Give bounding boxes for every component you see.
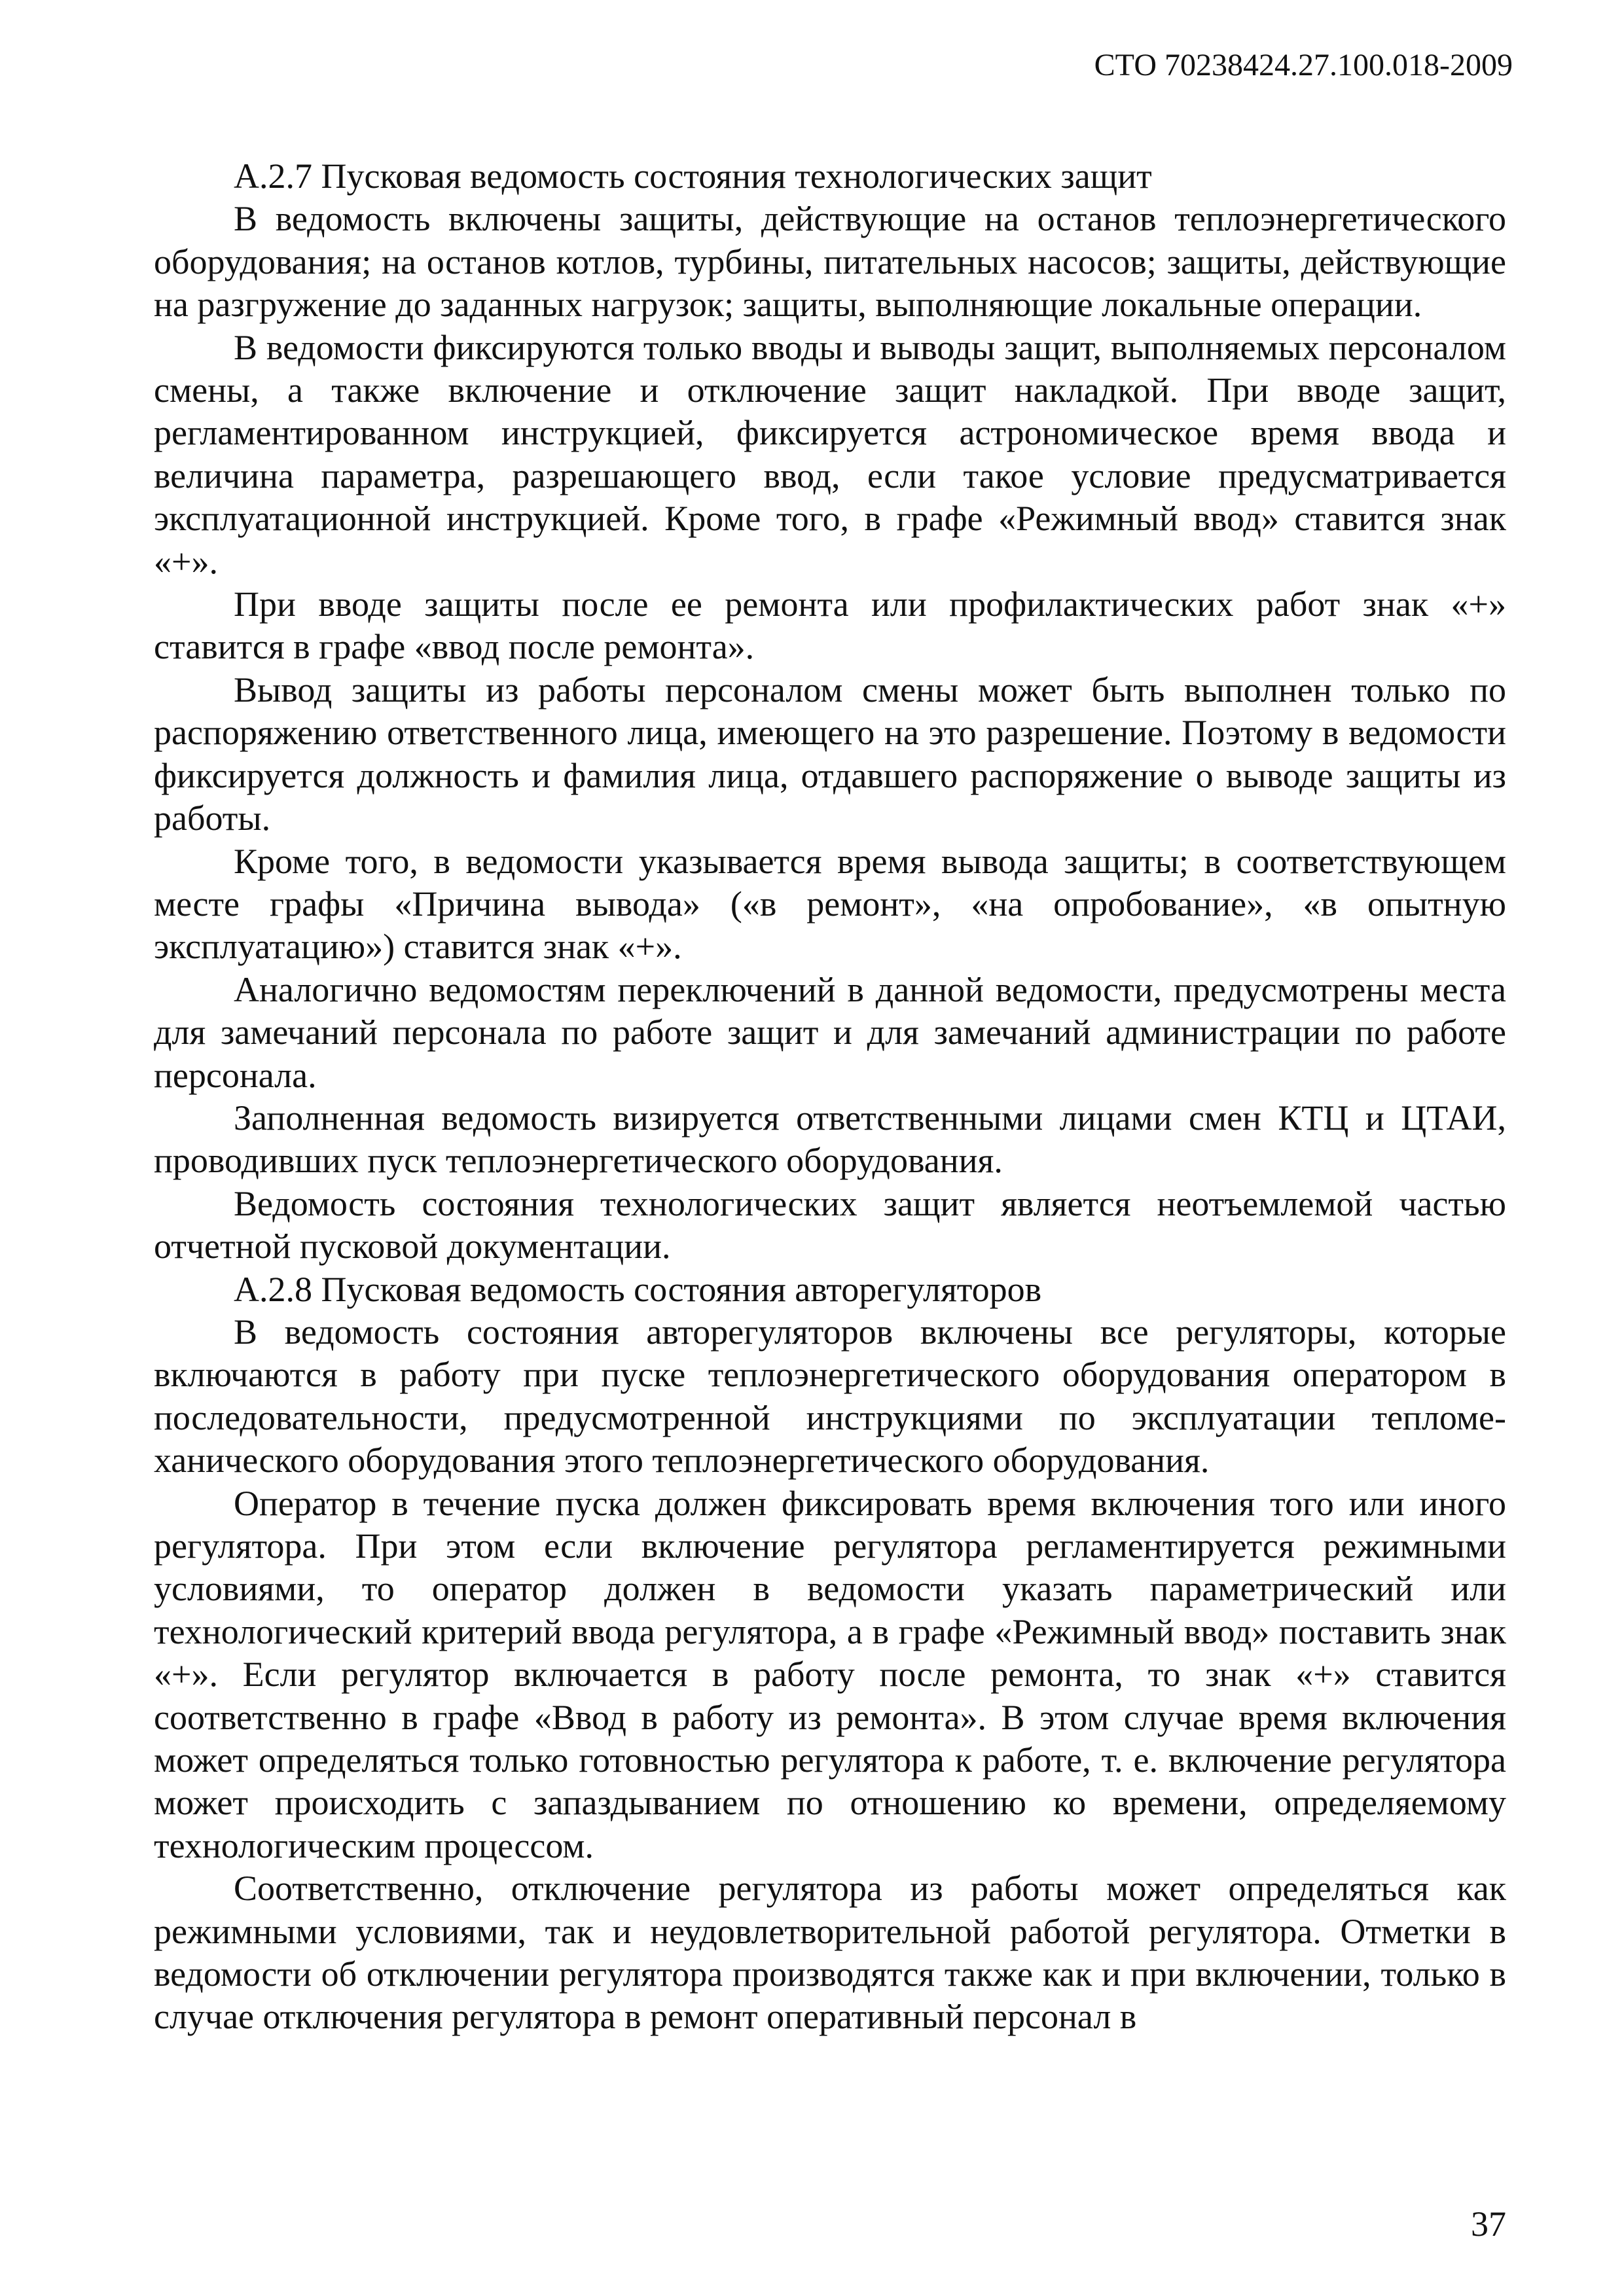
section-heading-a28: А.2.8 Пусковая ведомость состояния авторегуляторов — [234, 1269, 1042, 1309]
page-number: 37 — [1471, 2204, 1506, 2244]
paragraph: Ведомость состояния технологических защит является неотъемлемой частью отчетной пусковой документации. — [154, 1183, 1506, 1266]
paragraph: При вводе защиты после ее ремонта или профилактических работ знак «+» ставится в графе «ввод после ремонта». — [154, 584, 1506, 667]
paragraph: Кроме того, в ведомости указывается время вывода защиты; в соответствующем месте графы «Причина вывода» («в ремонт», «на опробование», «в опытную эксплуатацию») ставится знак «+». — [154, 841, 1506, 967]
paragraph: Соответственно, отключение регулятора из работы может определяться как режимными условиями, так и неудовлетворительной работой регулятора. Отметки в ведомости об отключении регулятора производятся также как и при включении, только в случае отключения регулятора в ремонт оперативный персонал в — [154, 1869, 1506, 2037]
paragraph: Заполненная ведомость визируется ответственными лицами смен КТЦ и ЦТАИ, проводивших пуск теплоэнергетического оборудования. — [154, 1098, 1506, 1181]
paragraph: В ведомости фиксируются только вводы и выводы защит, выполняемых персоналом смены, а также включение и отключение защит накладкой. При вводе защит, регламентированном инструкцией, фиксируется астрономическое время ввода и величина параметра, разрешающего ввод, если такое условие предусматривается эксплуатационной инструкцией. Кроме того, в графе «Режимный ввод» ставится знак «+». — [154, 327, 1506, 581]
document-code-header: СТО 70238424.27.100.018-2009 — [1094, 48, 1513, 82]
paragraph: В ведомость состояния авторегуляторов включены все регуляторы, которые включаются в работу при пуске теплоэнергетического оборудования оператором в последовательности, предусмотренной инструкциями по эксплуатации тепломеханического оборудования этого теплоэнергетического оборудования. — [154, 1312, 1506, 1480]
section-heading-a27: А.2.7 Пусковая ведомость состояния технологических защит — [234, 156, 1152, 196]
paragraph: Аналогично ведомостям переключений в данной ведомости, предусмотрены места для замечаний персонала по работе защит и для замечаний администрации по работе персонала. — [154, 969, 1506, 1095]
paragraph: Оператор в течение пуска должен фиксировать время включения того или иного регулятора. При этом если включение регулятора регламентируется режимными условиями, то оператор должен в ведомости указать параметрический или технологический критерий ввода регулятора, а в графе «Режимный ввод» поставить знак «+». Если регулятор включается в работу после ремонта, то знак «+» ставится соответственно в графе «Ввод в работу из ремонта». В этом случае время включения может определяться только готовностью регулятора к работе, т. е. включение регулятора может происходить с запаздыванием по отношению ко времени, определяемому технологическим процессом. — [154, 1483, 1506, 1865]
paragraph: В ведомость включены защиты, действующие на останов теплоэнергетического оборудования; на останов котлов, турбины, питательных насосов; защиты, действующие на разгружение до заданных нагрузок; защиты, выполняющие локальные операции. — [154, 199, 1506, 325]
document-body — [154, 155, 1506, 2039]
paragraph: Вывод защиты из работы персоналом смены может быть выполнен только по распоряжению ответственного лица, имеющего на это разрешение. Поэтому в ведомости фиксируется должность и фамилия лица, отдавшего распоряжение о выводе защиты из работы. — [154, 670, 1506, 838]
